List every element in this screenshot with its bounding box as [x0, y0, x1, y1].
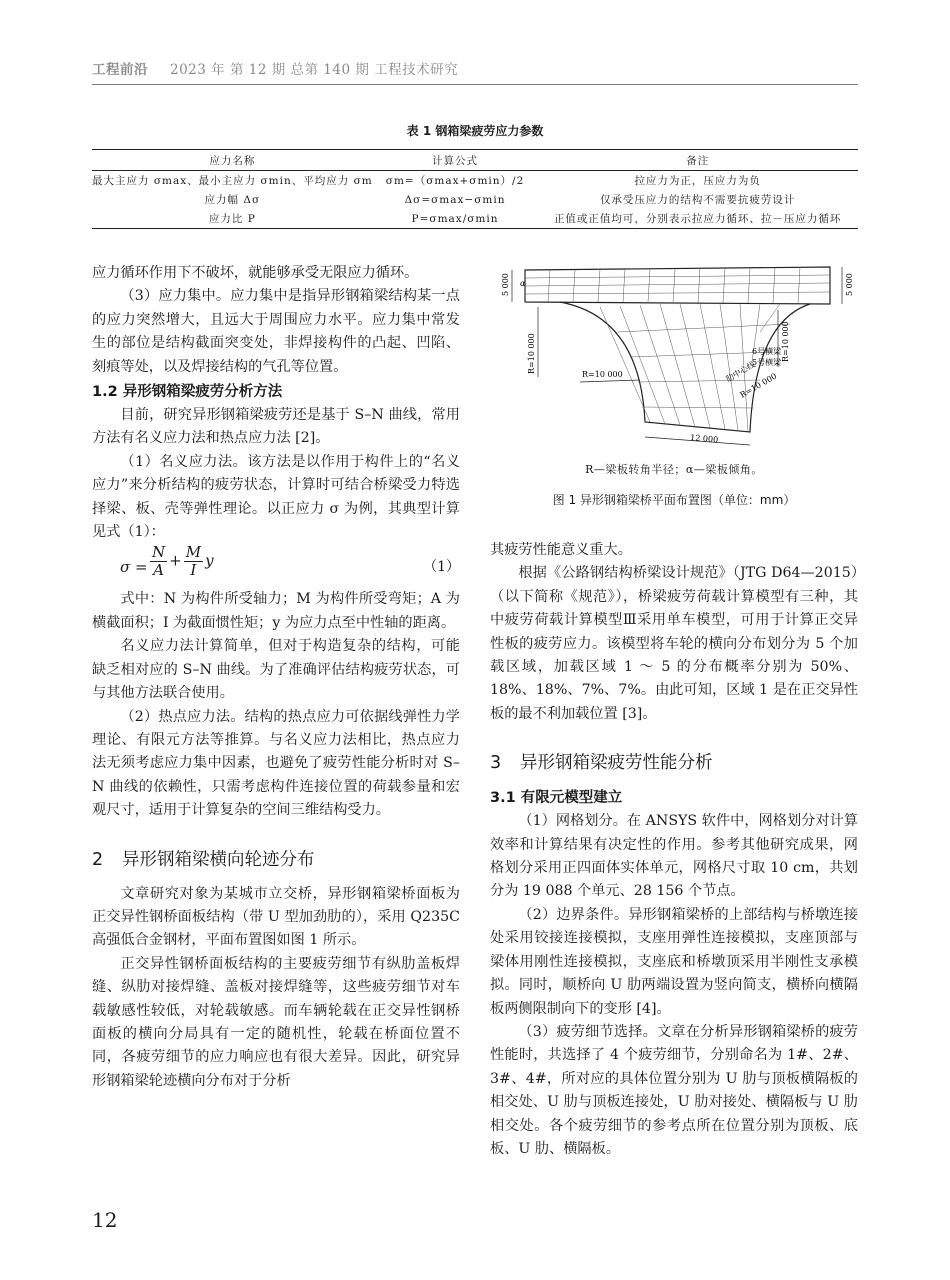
right-column: [490, 539, 858, 1161]
paragraph: 正交异性钢桥面板结构的主要疲劳细节有纵肋盖板焊缝、纵肋对接焊缝、盖板对接焊缝等，这些疲劳细节对车载敏感性较低，对轮载敏感。而车辆轮载在正交异性钢桥面板的横向分局具有一定的随机性，轮载在桥面位置不同，各疲劳细节的应力响应也有很大差异。因此，研究异形钢箱梁轮迹横向分布对于分析: [92, 955, 460, 1089]
table-cell: σm=（σmax+σmin）/2: [385, 175, 525, 187]
section-title: 异形钢箱梁横向轮迹分布: [122, 849, 315, 870]
page-number: 12: [92, 1208, 118, 1232]
journal-name: 工程前沿: [92, 62, 148, 78]
table-header: 计算公式: [373, 150, 538, 171]
paragraph: 式中：N 为构件所受轴力；M 为构件所受弯矩；A 为横截面积；I 为截面惯性矩；y 为应力点至中性轴的距离。: [92, 591, 460, 631]
table-header: 备注: [537, 150, 858, 171]
paragraph: 其疲劳性能意义重大。: [490, 542, 632, 558]
table-cell: Δσ=σmax−σmin: [404, 193, 506, 206]
table-cell: 应力比 P: [92, 209, 373, 229]
paragraph: （1）名义应力法。该方法是以作用于构件上的“名义应力”来分析结构的疲劳状态，计算时可结合桥梁受力特选择梁、板、壳等弹性理论。以正应力 σ 为例，其典型计算见式（1）：: [92, 453, 460, 541]
eq-i: I: [190, 561, 197, 580]
bridge-plan-drawing: [490, 262, 858, 452]
table-row: [92, 190, 858, 209]
equation-1: [92, 544, 460, 588]
beam-5-label: 5号横梁: [752, 358, 782, 367]
eq-m: M: [185, 543, 202, 562]
equation-number: （1）: [423, 559, 460, 576]
figure-note: R—梁板转角半径；α—梁板倾角。: [585, 463, 763, 476]
paragraph: （3）疲劳细节选择。文章在分析异形钢箱梁桥的疲劳性能时，共选择了 4 个疲劳细节，分别命名为 1#、2#、3#、4#，所对应的具体位置分别为 U 肋与顶板横隔板的相交处、U 肋与顶板连接处，U 肋对接处、横隔板与 U 肋相交处。各个疲劳细节的参考点所在位置分别为顶板、底板、U 肋、横隔板。: [490, 1023, 858, 1157]
dim-bottom-label: 12 000: [689, 433, 719, 445]
centerline-label: 肋中心线: [724, 359, 757, 384]
radius-left-label: R=10 000: [527, 333, 536, 374]
table-cell: 拉应力为正，压应力为负: [634, 175, 761, 187]
table-row: [92, 209, 858, 229]
left-column: [92, 262, 460, 1093]
paragraph: （2）热点应力法。结构的热点应力可依据线弹性力学理论、有限元方法等推算。与名义应力法相比，热点应力法无须考虑应力集中因素，也避免了疲劳性能分析时对 S–N 曲线的依赖性，只需考虑构件连接位置的荷载参量和宏观尺寸，适用于计算复杂的空间三维结构受力。: [92, 708, 460, 819]
paragraph: 文章研究对象为某城市立交桥，异形钢箱梁桥面板为正交异性钢桥面板结构（带 U 型加劲肋的），采用 Q235C 高强低合金钢材，平面布置图如图 1 所示。: [92, 885, 460, 949]
section-heading-3: [490, 748, 858, 778]
dim-top-label: 5 000: [501, 273, 510, 296]
figure-1: [490, 262, 858, 510]
table-cell: P=σmax/σmin: [373, 209, 538, 229]
section-heading-1-2: 1.2 异形钢箱梁疲劳分析方法: [92, 384, 283, 401]
eq-plus: +: [169, 551, 182, 570]
table-cell: 正值或正值均可，分别表示拉应力循环、拉－压应力循环: [537, 209, 858, 229]
stress-parameter-table: [92, 149, 858, 229]
paragraph: （3）应力集中。应力集中是指异形钢箱梁结构某一点的应力突然增大，且远大于周围应力水平。应力集中常发生的部位是结构截面突变处，非焊接构件的凸起、凹陷、刻痕等处，以及焊接结构的气孔等位置。: [92, 288, 460, 375]
eq-n: N: [152, 543, 166, 562]
eq-lhs: σ =: [120, 558, 148, 577]
figure-caption: 图 1 异形钢箱梁桥平面布置图（单位：mm）: [552, 493, 796, 507]
eq-y: y: [205, 551, 214, 570]
table-cell: 应力幅 Δσ: [204, 194, 261, 206]
paragraph: 根据《公路钢结构桥梁设计规范》（JTG D64—2015）（以下简称《规范》），桥梁疲劳荷载计算模型有三种，其中疲劳荷载计算模型Ⅲ采用单车模型，可用于计算正交异性板的疲劳应力。该模型将车轮的横向分布划分为 5 个加载区域，加载区域 1 ～ 5 的分布概率分别为 50%、18%、18%、7%、7%。由此可知，区域 1 是在正交异性板的最不利加载位置 [3]。: [490, 565, 858, 722]
eq-a: A: [153, 561, 164, 580]
dim-right-label: 5 000: [845, 273, 854, 296]
paragraph: （1）网格划分。在 ANSYS 软件中，网格划分对计算效率和计算结果有决定性的作用。参考其他研究成果，网格划分采用正四面体实体单元，网格尺寸取 10 cm，共划分为 19 088 个单元、28 156 个节点。: [490, 813, 858, 900]
radius-diag-label: R=10 000: [738, 371, 779, 400]
table-header: 应力名称: [92, 150, 373, 171]
issue-info: 2023 年 第 12 期 总第 140 期 工程技术研究: [170, 62, 459, 78]
section-number: 2: [92, 849, 104, 870]
table-row: [92, 171, 858, 191]
paragraph: （2）边界条件。异形钢箱梁桥的上部结构与桥墩连接处采用铰接连接模拟，支座用弹性连接模拟，支座顶部与梁体用刚性连接模拟，支座底和桥墩顶采用半刚性支承模拟。同时，顺桥向 U 肋两端设置为竖向简支，横桥向横隔板两侧限制向下的变形 [4]。: [490, 906, 858, 1017]
table-title: 表 1 钢箱梁疲劳应力参数: [406, 124, 544, 138]
table-cell: 仅承受压应力的结构不需要抗疲劳设计: [599, 194, 796, 206]
radius-bottom-label: R=10 000: [582, 370, 623, 379]
table-header-row: [92, 150, 858, 171]
beam-6-label: 6号横梁: [752, 347, 782, 356]
paragraph: 名义应力法计算简单，但对于构造复杂的结构，可能缺乏相对应的 S–N 曲线。为了准确评估结构疲劳状态，可与其他方法联合使用。: [92, 638, 460, 702]
table-cell: 最大主应力 σmax、最小主应力 σmin、平均应力 σm: [92, 175, 373, 187]
paragraph: 目前，研究异形钢箱梁疲劳还是基于 S–N 曲线，常用方法有名义应力法和热点应力法 [2]。: [92, 407, 460, 447]
section-number: 3: [490, 753, 502, 774]
section-heading-3-1: 3.1 有限元模型建立: [490, 790, 623, 807]
alpha-label: α: [520, 279, 526, 288]
radius-right-label: R=10 000: [781, 321, 790, 362]
section-title: 异形钢箱梁疲劳性能分析: [520, 753, 713, 774]
paragraph: 应力循环作用下不破坏，就能够承受无限应力循环。: [92, 265, 419, 281]
running-header: [92, 58, 858, 85]
section-heading-2: [92, 845, 460, 875]
